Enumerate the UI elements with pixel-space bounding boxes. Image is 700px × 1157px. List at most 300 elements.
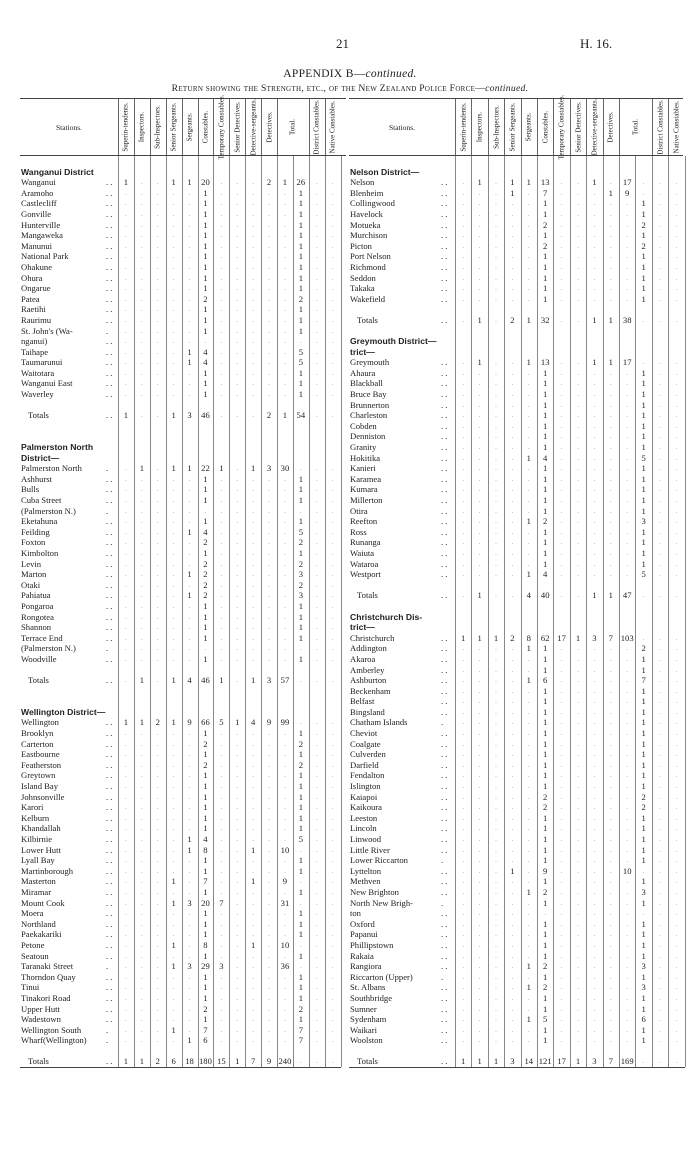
cell-value: . xyxy=(478,951,481,960)
cell-value: . xyxy=(462,750,465,759)
cell-value: . xyxy=(577,866,579,875)
cell-value: . xyxy=(125,591,127,600)
cell-value: 1 xyxy=(219,463,224,474)
cell-value: . xyxy=(140,506,143,515)
cell-value: . xyxy=(172,813,175,822)
cell-value: . xyxy=(675,570,678,579)
cell-value: 1 xyxy=(543,484,548,495)
cell-value: 1 xyxy=(592,177,597,188)
station-row xyxy=(20,993,346,1004)
cell-value: . xyxy=(236,1004,239,1013)
cell-value: . xyxy=(462,824,465,833)
cell-value: 1 xyxy=(641,749,646,760)
cell-value: . xyxy=(268,337,270,346)
cell-value: . xyxy=(125,496,127,504)
cell-value: . xyxy=(331,898,334,907)
cell-value: . xyxy=(462,972,465,981)
cell-value: . xyxy=(511,453,514,462)
station-name: Terrace End xyxy=(21,632,63,643)
cell-value: 1 xyxy=(608,314,613,325)
station-row xyxy=(20,1035,346,1046)
cell-value: . xyxy=(495,665,497,674)
cell-value: . xyxy=(659,199,661,208)
cell-value: . xyxy=(315,199,318,208)
cell-value: . xyxy=(156,729,159,738)
cell-value: 1 xyxy=(203,855,208,866)
cell-value: 1 xyxy=(187,1035,192,1046)
leader-dots: . . xyxy=(106,177,113,188)
cell-value: . xyxy=(511,739,514,748)
right-table xyxy=(349,94,683,1067)
cell-value: 1 xyxy=(298,982,303,993)
cell-value: . xyxy=(140,813,143,822)
cell-value: . xyxy=(659,845,661,854)
cell-value: . xyxy=(462,665,465,674)
column-header-label: Detectives. xyxy=(265,111,274,143)
cell-value: . xyxy=(609,379,612,388)
station-row xyxy=(349,813,683,824)
cell-value: . xyxy=(609,993,612,1002)
cell-value: . xyxy=(284,368,286,377)
cell-value: . xyxy=(284,1036,286,1045)
cell-value: . xyxy=(511,527,514,536)
cell-value: 1 xyxy=(139,717,144,728)
cell-value: . xyxy=(220,390,223,399)
cell-value: . xyxy=(140,199,143,208)
cell-value: . xyxy=(220,601,223,610)
cell-value: . xyxy=(675,972,678,981)
cell-value: 1 xyxy=(543,685,548,696)
cell-value: . xyxy=(236,262,239,271)
cell-value: . xyxy=(495,432,497,441)
cell-value: . xyxy=(315,633,318,642)
cell-value: . xyxy=(560,792,563,801)
cell-value: . xyxy=(659,538,661,547)
cell-value: . xyxy=(577,453,579,462)
cell-value: . xyxy=(236,358,239,367)
cell-value: . xyxy=(659,284,661,293)
cell-value: 1 xyxy=(477,357,482,368)
cell-value: . xyxy=(462,1025,465,1034)
cell-value: 1 xyxy=(203,781,208,792)
cell-value: . xyxy=(593,209,596,218)
cell-value: . xyxy=(495,792,497,801)
cell-value: 9 xyxy=(187,717,192,728)
cell-value: . xyxy=(609,654,612,663)
cell-value: 2 xyxy=(543,516,548,527)
cell-value: 1 xyxy=(298,261,303,272)
cell-value: . xyxy=(462,294,465,303)
cell-value: . xyxy=(495,570,497,579)
cell-value: . xyxy=(609,930,612,939)
cell-value: . xyxy=(527,686,530,695)
cell-value: . xyxy=(593,877,596,886)
station-name: Darfield xyxy=(350,759,379,770)
cell-value: . xyxy=(478,930,481,939)
cell-value: . xyxy=(125,527,127,536)
cell-value: . xyxy=(642,188,645,197)
cell-value: . xyxy=(462,835,465,843)
cell-value: . xyxy=(188,474,191,483)
cell-value: 99 xyxy=(280,717,290,728)
cell-value: . xyxy=(675,782,678,791)
station-row xyxy=(20,728,346,739)
station-name: Marton xyxy=(21,569,47,580)
leader-dots: . . xyxy=(441,516,448,527)
cell-value: . xyxy=(315,496,318,504)
column-rule xyxy=(198,99,199,155)
cell-value: 1 xyxy=(298,473,303,484)
cell-value: . xyxy=(188,644,191,653)
cell-value: . xyxy=(609,771,612,780)
cell-value: . xyxy=(659,835,661,843)
leader-dots: . . xyxy=(106,293,113,304)
cell-value: . xyxy=(252,220,254,229)
cell-value: . xyxy=(156,760,159,769)
cell-value: . xyxy=(236,633,239,642)
cell-value: . xyxy=(675,199,678,208)
cell-value: . xyxy=(268,496,270,504)
station-name: Northland xyxy=(21,918,56,929)
table-subtitle xyxy=(0,83,700,94)
station-name: Greymouth xyxy=(350,357,390,368)
leader-dots: . . xyxy=(441,653,448,664)
cell-value: . xyxy=(188,199,191,208)
cell-value: 1 xyxy=(543,251,548,262)
cell-value: . xyxy=(252,411,254,420)
leader-dots: . . xyxy=(441,961,448,972)
cell-value: . xyxy=(252,813,254,822)
cell-value: . xyxy=(659,940,661,949)
station-row xyxy=(349,770,683,781)
cell-value: . xyxy=(527,220,530,229)
cell-value: . xyxy=(593,707,596,716)
cell-value: . xyxy=(560,474,563,483)
cell-value: . xyxy=(478,548,481,557)
cell-value: . xyxy=(156,580,159,589)
cell-value: . xyxy=(220,993,223,1002)
cell-value: . xyxy=(331,411,334,420)
cell-value: 1 xyxy=(641,939,646,950)
cell-value: . xyxy=(252,252,254,261)
cell-value: . xyxy=(268,877,270,886)
cell-value: 1 xyxy=(543,547,548,558)
cell-value: . xyxy=(172,983,175,992)
cell-value: 2 xyxy=(641,643,646,654)
station-name: Carterton xyxy=(21,738,54,749)
cell-value: . xyxy=(577,570,579,579)
column-header xyxy=(201,99,210,155)
cell-value: . xyxy=(495,707,497,716)
cell-value: . xyxy=(593,993,596,1002)
cell-value: . xyxy=(315,231,318,240)
cell-value: . xyxy=(236,326,239,335)
cell-value: . xyxy=(495,411,497,420)
cell-value: . xyxy=(331,580,334,589)
cell-value: . xyxy=(220,930,223,939)
cell-value: . xyxy=(172,644,175,653)
cell-value: . xyxy=(675,368,678,377)
cell-value: 1 xyxy=(203,791,208,802)
cell-value: . xyxy=(156,856,159,865)
cell-value: . xyxy=(560,506,563,515)
cell-value: . xyxy=(252,951,254,960)
cell-value: 1 xyxy=(641,696,646,707)
cell-value: . xyxy=(675,443,678,452)
cell-value: . xyxy=(252,231,254,240)
cell-value: . xyxy=(462,866,465,875)
cell-value: . xyxy=(220,877,223,886)
cell-value: . xyxy=(236,284,239,293)
page-number: 21 xyxy=(336,36,349,51)
cell-value: . xyxy=(140,877,143,886)
cell-value: . xyxy=(236,368,239,377)
cell-value: 2 xyxy=(203,293,208,304)
cell-value: . xyxy=(560,1015,563,1024)
cell-value: . xyxy=(511,538,514,547)
leader-dots: . . xyxy=(441,908,448,919)
leader-dots: . . xyxy=(441,918,448,929)
cell-value: . xyxy=(236,591,239,600)
station-row xyxy=(349,378,683,389)
cell-value: . xyxy=(315,390,318,399)
cell-value: . xyxy=(593,421,596,430)
cell-value: 40 xyxy=(540,590,550,601)
cell-value: . xyxy=(478,983,481,992)
cell-value: . xyxy=(577,464,579,473)
cell-value: . xyxy=(236,898,239,907)
cell-value: . xyxy=(284,835,286,843)
station-name: Cobden xyxy=(350,420,377,431)
cell-value: . xyxy=(462,379,465,388)
leader-dots: . . xyxy=(106,717,113,728)
cell-value: . xyxy=(675,390,678,399)
cell-value: . xyxy=(560,750,563,759)
cell-value: . xyxy=(577,1015,579,1024)
station-name: Coalgate xyxy=(350,738,381,749)
cell-value: 1 xyxy=(298,378,303,389)
cell-value: . xyxy=(125,824,127,833)
station-name: Petone xyxy=(21,939,45,950)
cell-value: . xyxy=(140,835,143,843)
cell-value: . xyxy=(659,506,661,515)
station-name: Lincoln xyxy=(350,823,377,834)
cell-value: . xyxy=(478,517,481,526)
cell-value: . xyxy=(675,665,678,674)
cell-value: . xyxy=(577,591,579,600)
leader-dots: . . xyxy=(106,526,113,537)
cell-value: . xyxy=(626,972,629,981)
station-name: Motueka xyxy=(350,219,381,230)
cell-value: 1 xyxy=(298,230,303,241)
cell-value: . xyxy=(495,877,497,886)
column-rule xyxy=(213,99,214,155)
cell-value: 1 xyxy=(641,495,646,505)
cell-value: . xyxy=(609,464,612,473)
cell-value: . xyxy=(577,983,579,992)
cell-value: . xyxy=(172,792,175,801)
cell-value: . xyxy=(331,951,334,960)
cell-value: . xyxy=(331,517,334,526)
cell-value: . xyxy=(220,983,223,992)
cell-value: . xyxy=(236,411,239,420)
cell-value: . xyxy=(315,909,318,918)
cell-value: . xyxy=(315,209,318,218)
cell-value: . xyxy=(220,368,223,377)
column-header-label: Total. xyxy=(288,118,297,136)
cell-value: . xyxy=(268,241,270,250)
cell-value: . xyxy=(156,591,159,600)
leader-dots: . . xyxy=(106,410,113,421)
cell-value: . xyxy=(675,252,678,261)
leader-dots: . . xyxy=(106,738,113,749)
leader-dots: . . xyxy=(441,452,448,463)
cell-value: . xyxy=(172,782,175,791)
column-rule xyxy=(652,156,653,1067)
spacer-row xyxy=(20,696,346,707)
cell-value: 1 xyxy=(298,992,303,1003)
cell-value: . xyxy=(315,284,318,293)
cell-value: . xyxy=(220,623,223,632)
cell-value: . xyxy=(315,379,318,388)
station-name: Hokitika xyxy=(350,452,381,463)
cell-value: . xyxy=(659,729,661,738)
cell-value: . xyxy=(125,951,127,960)
cell-value: . xyxy=(299,845,302,854)
cell-value: 1 xyxy=(203,622,208,633)
station-row xyxy=(349,845,683,856)
cell-value: . xyxy=(236,919,239,928)
cell-value: . xyxy=(331,919,334,928)
cell-value: . xyxy=(315,972,318,981)
station-name: Islington xyxy=(350,781,381,792)
leader-dots: . . xyxy=(106,208,113,219)
station-name: Taranaki Street xyxy=(21,961,74,972)
cell-value: . xyxy=(236,803,239,812)
station-row xyxy=(349,908,683,919)
cell-value: 2 xyxy=(298,579,303,590)
cell-value: . xyxy=(268,570,270,579)
cell-value: . xyxy=(593,750,596,759)
cell-value: . xyxy=(593,951,596,960)
leader-dots: . . xyxy=(106,187,113,198)
cell-value: 1 xyxy=(203,865,208,876)
cell-value: 1 xyxy=(543,505,548,516)
cell-value: 1 xyxy=(139,1056,144,1067)
leader-dots: . . xyxy=(106,261,113,272)
cell-value: . xyxy=(593,665,596,674)
column-header-label: Temporary Constables. xyxy=(217,94,226,160)
station-row xyxy=(349,198,683,209)
cell-value: . xyxy=(511,421,514,430)
cell-value: . xyxy=(220,845,223,854)
cell-value: 1 xyxy=(641,781,646,792)
cell-value: . xyxy=(560,241,563,250)
cell-value: . xyxy=(268,972,270,981)
cell-value: 9 xyxy=(625,187,630,198)
cell-value: . xyxy=(172,866,175,875)
cell-value: . xyxy=(593,697,596,706)
leader-dots: . . xyxy=(441,526,448,537)
cell-value: . xyxy=(478,496,481,504)
cell-value: . xyxy=(495,1004,497,1013)
cell-value: . xyxy=(220,887,223,896)
cell-value: . xyxy=(284,209,286,218)
cell-value: . xyxy=(495,527,497,536)
cell-value: . xyxy=(593,887,596,896)
cell-value: . xyxy=(495,390,497,399)
cell-value: . xyxy=(609,813,612,822)
cell-value: . xyxy=(593,1015,596,1024)
cell-value: . xyxy=(626,570,629,579)
cell-value: . xyxy=(140,887,143,896)
cell-value: . xyxy=(172,241,175,250)
cell-value: . xyxy=(188,284,191,293)
cell-value: . xyxy=(220,527,223,536)
cell-value: . xyxy=(593,866,596,875)
district-heading xyxy=(20,167,346,178)
cell-value: . xyxy=(495,856,497,865)
cell-value: . xyxy=(511,496,514,504)
cell-value: . xyxy=(140,559,143,568)
cell-value: . xyxy=(140,570,143,579)
cell-value: . xyxy=(172,379,175,388)
cell-value: . xyxy=(172,803,175,812)
cell-value: 2 xyxy=(510,632,515,643)
cell-value: . xyxy=(284,591,286,600)
cell-value: . xyxy=(331,347,334,356)
cell-value: . xyxy=(577,188,579,197)
cell-value: . xyxy=(577,411,579,420)
cell-value: . xyxy=(462,686,465,695)
cell-value: . xyxy=(125,273,127,282)
column-rule xyxy=(537,99,538,155)
leader-dots: . . xyxy=(441,1056,448,1067)
cell-value: . xyxy=(188,496,191,504)
cell-value: . xyxy=(495,993,497,1002)
column-header-label: District Constables. xyxy=(312,99,321,155)
cell-value: . xyxy=(156,898,159,907)
cell-value: . xyxy=(236,824,239,833)
column-rule xyxy=(325,156,326,1067)
cell-value: . xyxy=(511,1015,514,1024)
cell-value: . xyxy=(511,199,514,208)
cell-value: 1 xyxy=(641,992,646,1003)
station-row xyxy=(349,919,683,930)
cell-value: . xyxy=(609,496,612,504)
cell-value: . xyxy=(252,856,254,865)
cell-value: 1 xyxy=(461,1056,466,1067)
cell-value: . xyxy=(462,262,465,271)
leader-dots: . . xyxy=(106,950,113,961)
cell-value: 1 xyxy=(641,420,646,431)
cell-value: . xyxy=(331,496,334,504)
cell-value: . xyxy=(140,273,143,282)
leader-dots: . . xyxy=(441,283,448,294)
cell-value: . xyxy=(495,983,497,992)
cell-value: . xyxy=(188,390,191,399)
cell-value: 1 xyxy=(543,410,548,421)
station-row xyxy=(349,463,683,474)
column-header-label: Superin-tendents. xyxy=(121,102,130,152)
station-name: Bulls xyxy=(21,484,40,495)
station-name: St. Albans xyxy=(350,982,386,993)
cell-value: . xyxy=(462,284,465,293)
cell-value: . xyxy=(125,612,127,621)
cell-value: 180 xyxy=(199,1056,212,1067)
cell-value: . xyxy=(315,782,318,791)
cell-value: . xyxy=(495,697,497,706)
